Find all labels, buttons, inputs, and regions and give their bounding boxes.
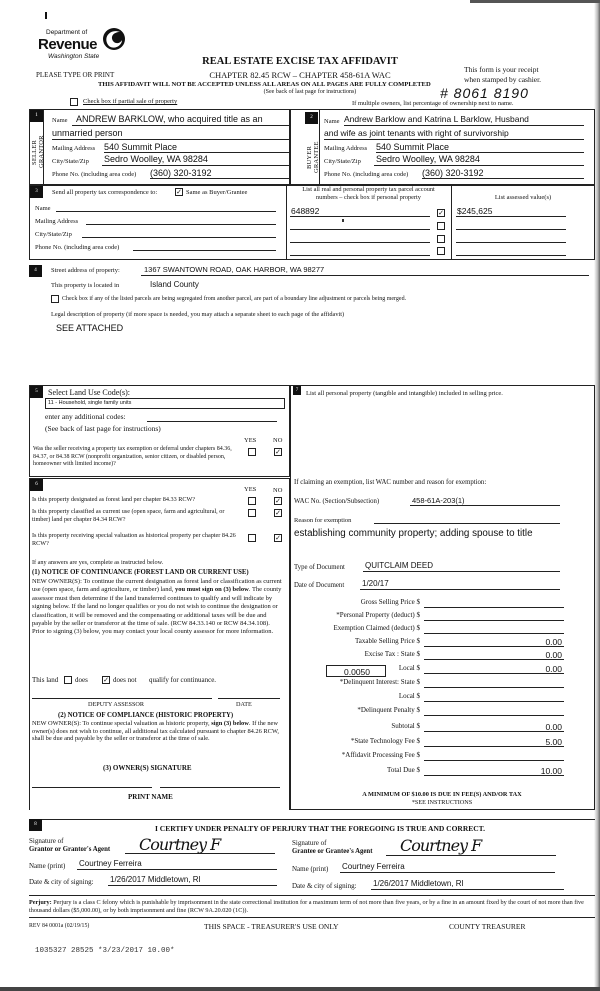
buyer-phone-label: Phone No. (including area code) — [324, 171, 409, 178]
buyer-name-1: Andrew Barklow and Katrina L Barklow, Husband — [344, 114, 529, 124]
print-name-label: PRINT NAME — [128, 793, 173, 801]
section-6-badge: 6 — [30, 479, 43, 491]
perjury-text: Perjury is a class C felony which is punishable by imprisonment in the state correctional institution for a maximum term of not more than five years, or by a fine in an amount fixed by the court of not more than five thousand dollars ($5,000.00), or by both imprisonment and fine (RCW 9A.20.020 (1C)). — [29, 899, 584, 915]
personal-property-label: List all personal property (tangible and intangible) included in selling price. — [306, 390, 503, 397]
corr-mailing-label: Mailing Address — [35, 218, 79, 225]
historic-yes-checkbox[interactable] — [248, 534, 256, 542]
page-bottom-edge — [0, 987, 600, 991]
assessed-value-1: $245,625 — [457, 206, 493, 216]
assessed-row-1[interactable] — [456, 205, 566, 217]
parcel-personal-checkbox-1[interactable]: ✓ — [438, 209, 444, 217]
doc-date-value: 1/20/17 — [362, 579, 389, 588]
does-not-label: does not — [113, 676, 137, 684]
reason-value: establishing community property; adding spouse to title — [294, 528, 533, 539]
certify-statement: I CERTIFY UNDER PENALTY OF PERJURY THAT THE FOREGOING IS TRUE AND CORRECT. — [154, 824, 485, 833]
grantee-name-field[interactable] — [340, 862, 555, 873]
delinquent-penalty-field[interactable] — [424, 706, 564, 716]
same-as-buyer-label: Same as Buyer/Grantee — [186, 189, 248, 196]
forest-land-question: Is this property designated as forest land per chapter 84.33 RCW? — [32, 496, 196, 503]
total-due-label: Total Due $ — [387, 766, 420, 774]
corr-city-label: City/State/Zip — [35, 231, 72, 238]
exemption-no-checkbox[interactable]: ✓ — [275, 448, 281, 456]
grantee-date: 1/26/2017 Middletown, RI — [373, 879, 464, 888]
section-6-top-rule — [29, 478, 290, 479]
buyer-name-line2[interactable] — [324, 128, 584, 140]
delinquent-interest-local-field[interactable] — [424, 692, 564, 702]
receipt-note-2: when stamped by cashier. — [464, 75, 542, 84]
grantor-name-label: Name (print) — [29, 862, 66, 870]
does-label: does — [75, 676, 88, 684]
seller-name-1: ANDREW BARKLOW, who acquired title as an — [76, 114, 263, 124]
corr-name-field[interactable] — [56, 203, 276, 212]
buyer-label: BUYER — [306, 145, 313, 169]
notice2-text-a: NEW OWNER(S): To continue special valuation as historic property, — [32, 720, 210, 727]
land-use-select[interactable] — [45, 398, 285, 409]
seller-phone-field[interactable] — [150, 168, 290, 179]
affidavit-processing-fee-label: *Affidavit Processing Fee $ — [341, 751, 420, 759]
seller-mailing: 540 Summit Place — [104, 142, 178, 152]
footer-top-rule — [29, 895, 595, 896]
grantor-date-field[interactable] — [108, 875, 277, 886]
notice2-text-b: . If the new owner(s) does not wish to continue, all additional tax calculated pursuant to chapter 84.26 RCW, shall be due and payable by the seller or transferor at the time of sale. — [32, 720, 279, 743]
doc-type-label: Type of Document — [294, 564, 345, 571]
street-address-label: Street address of property: — [51, 267, 120, 274]
land-use-value: 11 - Household, single family units — [48, 400, 132, 406]
parcel-number-1: 648892 — [291, 206, 320, 216]
local-rate-value: 0.0050 — [344, 667, 370, 677]
parcel-row-4[interactable] — [290, 244, 430, 256]
legal-description: SEE ATTACHED — [56, 323, 124, 333]
state-technology-fee-label: *State Technology Fee $ — [350, 737, 420, 745]
gross-selling-price-label: Gross Selling Price $ — [360, 598, 420, 606]
subtotal-label: Subtotal $ — [391, 722, 420, 730]
owner-signature-line[interactable] — [32, 780, 152, 788]
seller-name-label: Name — [52, 117, 68, 124]
section-4-badge: 4 — [29, 265, 42, 277]
section5-no-header: NO — [273, 437, 283, 444]
corr-phone-label: Phone No. (including area code) — [35, 244, 120, 251]
exemption-yes-checkbox[interactable] — [248, 448, 256, 456]
seller-side-label — [31, 124, 43, 180]
parcel-row-1[interactable] — [290, 205, 430, 217]
section-1-badge: 1 — [30, 110, 43, 122]
grantee-name: Courtney Ferreira — [342, 862, 405, 871]
corr-name-label: Name — [35, 205, 51, 212]
if-yes-note: If any answers are yes, complete as instructed below. — [32, 559, 164, 566]
page-top-edge — [470, 0, 600, 3]
taxable-selling-price-label: Taxable Selling Price $ — [354, 637, 420, 645]
minimum-note: A MINIMUM OF $10.00 IS DUE IN FEE(S) AND/OR TAX — [362, 791, 522, 798]
grantee-date-label: Date & city of signing: — [292, 882, 357, 890]
perjury-bold: Perjury: — [29, 899, 52, 906]
please-type: PLEASE TYPE OR PRINT — [36, 71, 115, 79]
parcel-header-1: List all real and personal property tax parcel account — [302, 186, 435, 193]
current-use-no-checkbox[interactable]: ✓ — [275, 509, 281, 517]
current-use-question: Is this property classified as current use (open space, farm and agricultural, or timber) land per chapter 84.34 RCW? — [32, 508, 225, 524]
section6-no-header: NO — [273, 487, 283, 494]
exemption-claimed-label: Exemption Claimed (deduct) $ — [333, 624, 420, 632]
section-6-box — [29, 479, 290, 810]
seller-name-line2[interactable] — [52, 128, 290, 140]
forest-land-yes-checkbox[interactable] — [248, 497, 256, 505]
delinquent-interest-state-field[interactable] — [424, 678, 564, 688]
grantor-name: Courtney Ferreira — [79, 859, 142, 868]
land-use-see-back: (See back of last page for instructions) — [45, 424, 161, 433]
logo-line3: Washington State — [48, 53, 100, 60]
total-due-field[interactable]: 10.00 — [424, 766, 564, 776]
buyer-mailing-label: Mailing Address — [324, 145, 368, 152]
partial-sale-label: Check box if partial sale of property — [83, 98, 178, 105]
same-as-buyer-checkbox[interactable]: ✓ — [176, 188, 182, 196]
seller-name-2: unmarried person — [52, 128, 123, 138]
assessed-row-2[interactable] — [456, 218, 566, 230]
section5-yes-header: YES — [244, 437, 257, 444]
grantor-name-field[interactable] — [77, 859, 277, 870]
seller-city: Sedro Woolley, WA 98284 — [104, 154, 208, 164]
parcel-row-3[interactable] — [290, 231, 430, 243]
section-8-top-rule — [29, 819, 595, 820]
grantor-signature-field[interactable] — [125, 835, 275, 854]
notice2-text — [32, 720, 284, 743]
grantor-date: 1/26/2017 Middletown, RI — [110, 875, 201, 884]
buyer-name-2: and wife as joint tenants with right of survivorship — [324, 128, 509, 138]
excise-tax-local-label: Local $ — [398, 664, 420, 672]
treasurer-use-only: THIS SPACE - TREASURER'S USE ONLY — [204, 922, 339, 931]
assessor-date-label: DATE — [236, 701, 252, 708]
buyer-name-line1[interactable] — [344, 114, 584, 126]
deputy-assessor-label: DEPUTY ASSESSOR — [88, 701, 144, 708]
buyer-mailing-field[interactable] — [376, 141, 584, 153]
personal-property-deduct-field[interactable] — [424, 611, 564, 621]
grantee-label: GRANTEE — [313, 141, 320, 173]
seller-phone: (360) 320-3192 — [150, 168, 212, 178]
exemption-claimed-field[interactable] — [424, 624, 564, 634]
doc-type-value: QUITCLAIM DEED — [365, 561, 434, 570]
owner-signature-title: (3) OWNER(S) SIGNATURE — [103, 764, 192, 772]
seller-name-line1[interactable] — [72, 114, 290, 126]
buyer-side-label — [306, 134, 318, 180]
scan-mark — [45, 12, 47, 19]
form-title: REAL ESTATE EXCISE TAX AFFIDAVIT — [202, 56, 398, 67]
section-7-badge: 7 — [293, 386, 301, 395]
grantor-label: GRANTOR — [38, 135, 45, 169]
does-checkbox[interactable] — [64, 676, 72, 684]
street-address-field[interactable] — [141, 264, 589, 276]
located-in-label: This property is located in — [51, 282, 120, 289]
excise-tax-state-label: Excise Tax : State $ — [364, 650, 420, 658]
send-correspondence-label: Send all property tax correspondence to: — [52, 189, 158, 196]
seller-mailing-label: Mailing Address — [52, 145, 96, 152]
doc-type-field[interactable] — [363, 561, 560, 572]
forest-land-no-checkbox[interactable]: ✓ — [275, 497, 281, 505]
parcel-personal-checkbox-3[interactable] — [437, 235, 445, 243]
notice1-text — [32, 578, 284, 637]
parcel-row-2[interactable] — [290, 218, 430, 230]
assessed-header: List assessed value(s) — [494, 194, 552, 201]
section-8-badge: 8 — [29, 819, 42, 831]
see-instructions: *SEE INSTRUCTIONS — [411, 799, 473, 806]
notice1-text-b: . The county assessor must then determine if the land transferred continues to qualify and will indicate by signing below. If the land no longer qualifies or you do not wish to continue the designation or classification, it will be removed and the compensating or additional taxes will be due and payable by the seller or transferor at the time of sale. (RCW 84.33.140 or RCW 84.34.108). Prior to signing (3) below, you may contact your local county assessor for more information. — [32, 586, 282, 636]
segregated-checkbox[interactable] — [51, 295, 59, 303]
segregated-label: Check box if any of the listed parcels are being segregated from another parcel, are part of a boundary line adjustment or parcels being merged. — [62, 296, 407, 302]
taxable-selling-price-field[interactable]: 0.00 — [424, 637, 564, 647]
doc-date-field[interactable] — [360, 579, 560, 590]
grantee-sig-label-2: Grantee or Grantee's Agent — [292, 848, 373, 855]
county-treasurer: COUNTY TREASURER — [449, 922, 526, 931]
county: Island County — [150, 280, 199, 289]
notice2-title: (2) NOTICE OF COMPLIANCE (HISTORIC PROPERTY) — [58, 712, 234, 719]
wac-field[interactable] — [410, 495, 560, 506]
reason-line[interactable] — [374, 515, 560, 524]
grantor-sig-label-1: Signature of — [29, 837, 64, 845]
buyer-city: Sedro Woolley, WA 98284 — [376, 154, 480, 164]
section6-yes-header: YES — [244, 486, 257, 493]
form-warning: THIS AFFIDAVIT WILL NOT BE ACCEPTED UNLESS ALL AREAS ON ALL PAGES ARE FULLY COMPLETED — [98, 81, 431, 88]
seller-city-field[interactable] — [102, 154, 290, 166]
notice1-title: (1) NOTICE OF CONTINUANCE (FOREST LAND OR CURRENT USE) — [32, 569, 249, 576]
corr-mailing-field[interactable] — [86, 216, 276, 225]
delinquent-penalty-label: *Delinquent Penalty $ — [357, 706, 420, 714]
grantee-date-field[interactable] — [371, 879, 564, 890]
section-2-badge: 2 — [305, 112, 318, 124]
state-technology-fee-field[interactable]: 5.00 — [424, 737, 564, 747]
historic-question: Is this property receiving special valuation as historical property per chapter 84.26 RCW? — [32, 532, 236, 548]
notice1-text-a: NEW OWNER(S): To continue the current designation as forest land or classification as current use (open space, farm and agriculture, or timber) land, — [32, 578, 282, 594]
subtotal-field[interactable]: 0.00 — [424, 722, 564, 732]
dor-logo — [38, 26, 128, 66]
treasurer-stamp: 1035327 28525 *3/23/2017 10.00* — [35, 947, 175, 955]
corr-phone-field[interactable] — [133, 242, 276, 251]
seller-city-label: City/State/Zip — [52, 158, 89, 165]
see-back-note: (See back of last page for instructions) — [263, 89, 357, 95]
deputy-assessor-line[interactable] — [32, 691, 212, 699]
historic-no-checkbox[interactable]: ✓ — [275, 534, 281, 542]
buyer-city-label: City/State/Zip — [324, 158, 361, 165]
affidavit-processing-fee-field[interactable] — [424, 751, 564, 761]
seller-label: SELLER — [31, 139, 38, 165]
doc-date-label: Date of Document — [294, 582, 345, 589]
grantor-date-label: Date & city of signing: — [29, 878, 94, 886]
receipt-note-1: This form is your receipt — [464, 65, 539, 74]
qualify-label: qualify for continuance. — [149, 676, 217, 684]
wac-label: WAC No. (Section/Subsection) — [294, 498, 380, 505]
buyer-city-field[interactable] — [374, 154, 584, 166]
this-land-label: This land — [32, 676, 59, 684]
grantor-sig-label-2: Grantor or Grantor's Agent — [29, 846, 111, 853]
personal-property-deduct-label: *Personal Property (deduct) $ — [336, 611, 420, 619]
buyer-mailing: 540 Summit Place — [376, 142, 450, 152]
delinquent-interest-local-label: Local $ — [398, 692, 420, 700]
parcel-personal-checkbox-4[interactable] — [437, 247, 445, 255]
does-not-checkbox[interactable]: ✓ — [103, 676, 109, 684]
grantor-signature: Courtney F — [139, 835, 221, 854]
current-use-yes-checkbox[interactable] — [248, 509, 256, 517]
dor-logo-icon — [100, 26, 128, 52]
grantee-name-label: Name (print) — [292, 865, 329, 873]
section-3-badge: 3 — [30, 186, 43, 198]
delinquent-interest-state-label: *Delinquent Interest: State $ — [339, 678, 420, 686]
excise-tax-local-field[interactable]: 0.00 — [424, 664, 564, 674]
land-use-label: Select Land Use Code(s): — [48, 388, 130, 397]
buyer-phone-field[interactable] — [422, 168, 584, 179]
street-address: 1367 SWANTOWN ROAD, OAK HARBOR, WA 98277 — [144, 265, 325, 274]
form-subtitle: CHAPTER 82.45 RCW – CHAPTER 458-61A WAC — [209, 70, 391, 80]
additional-codes-label: enter any additional codes: — [45, 412, 126, 421]
owner-print-name-line[interactable] — [160, 780, 280, 788]
partial-sale-checkbox[interactable] — [70, 98, 78, 106]
parcel-header-2: numbers – check box if personal property — [316, 194, 421, 201]
reason-label: Reason for exemption — [294, 517, 352, 524]
grantee-sig-label-1: Signature of — [292, 839, 327, 847]
notice2-bold: sign (3) below — [211, 720, 249, 727]
notice1-bold: you must sign on (3) below — [174, 586, 249, 594]
parcel-header — [287, 186, 450, 202]
excise-tax-state-field[interactable]: 0.00 — [424, 650, 564, 660]
perjury-notice — [29, 899, 591, 916]
logo-line2: Revenue — [38, 36, 98, 53]
logo-line1: Department of — [46, 29, 88, 36]
gross-selling-price-field[interactable] — [424, 598, 564, 608]
assessed-row-3[interactable] — [456, 231, 566, 243]
rev-number: REV 84 0001a (02/19/15) — [29, 923, 90, 929]
grantee-signature-field[interactable] — [386, 836, 556, 856]
handwritten-number: # 8061 8190 — [440, 85, 529, 101]
grantee-signature: Courtney F — [400, 836, 482, 855]
corr-city-field[interactable] — [82, 229, 276, 238]
assessor-date-line[interactable] — [218, 691, 280, 699]
multiple-owners-note: If multiple owners, list percentage of ownership next to name. — [352, 100, 514, 107]
assessed-row-4[interactable] — [456, 244, 566, 256]
wac-value: 458-61A-203(1) — [412, 496, 465, 505]
seller-mailing-field[interactable] — [104, 141, 290, 153]
buyer-phone: (360) 320-3192 — [422, 168, 484, 178]
legal-description-label: Legal description of property (if more space is needed, you may attach a separate sheet to each page of the affidavit) — [51, 311, 345, 318]
section-5-badge: 5 — [30, 386, 43, 398]
additional-codes-field[interactable] — [147, 412, 277, 422]
parcel-personal-checkbox-2[interactable] — [437, 222, 445, 230]
footer-rule — [29, 917, 595, 918]
seller-phone-label: Phone No. (including area code) — [52, 171, 137, 178]
exemption-claim-label: If claiming an exemption, list WAC number and reason for exemption: — [294, 479, 487, 486]
buyer-name-label: Name — [324, 118, 340, 125]
exemption-question: Was the seller receiving a property tax exemption or deferral under chapters 84.36, 84.37, or 84.38 RCW (nonprofit organization, senior citizen, or disabled person, homeowner with limited income)? — [33, 446, 232, 467]
